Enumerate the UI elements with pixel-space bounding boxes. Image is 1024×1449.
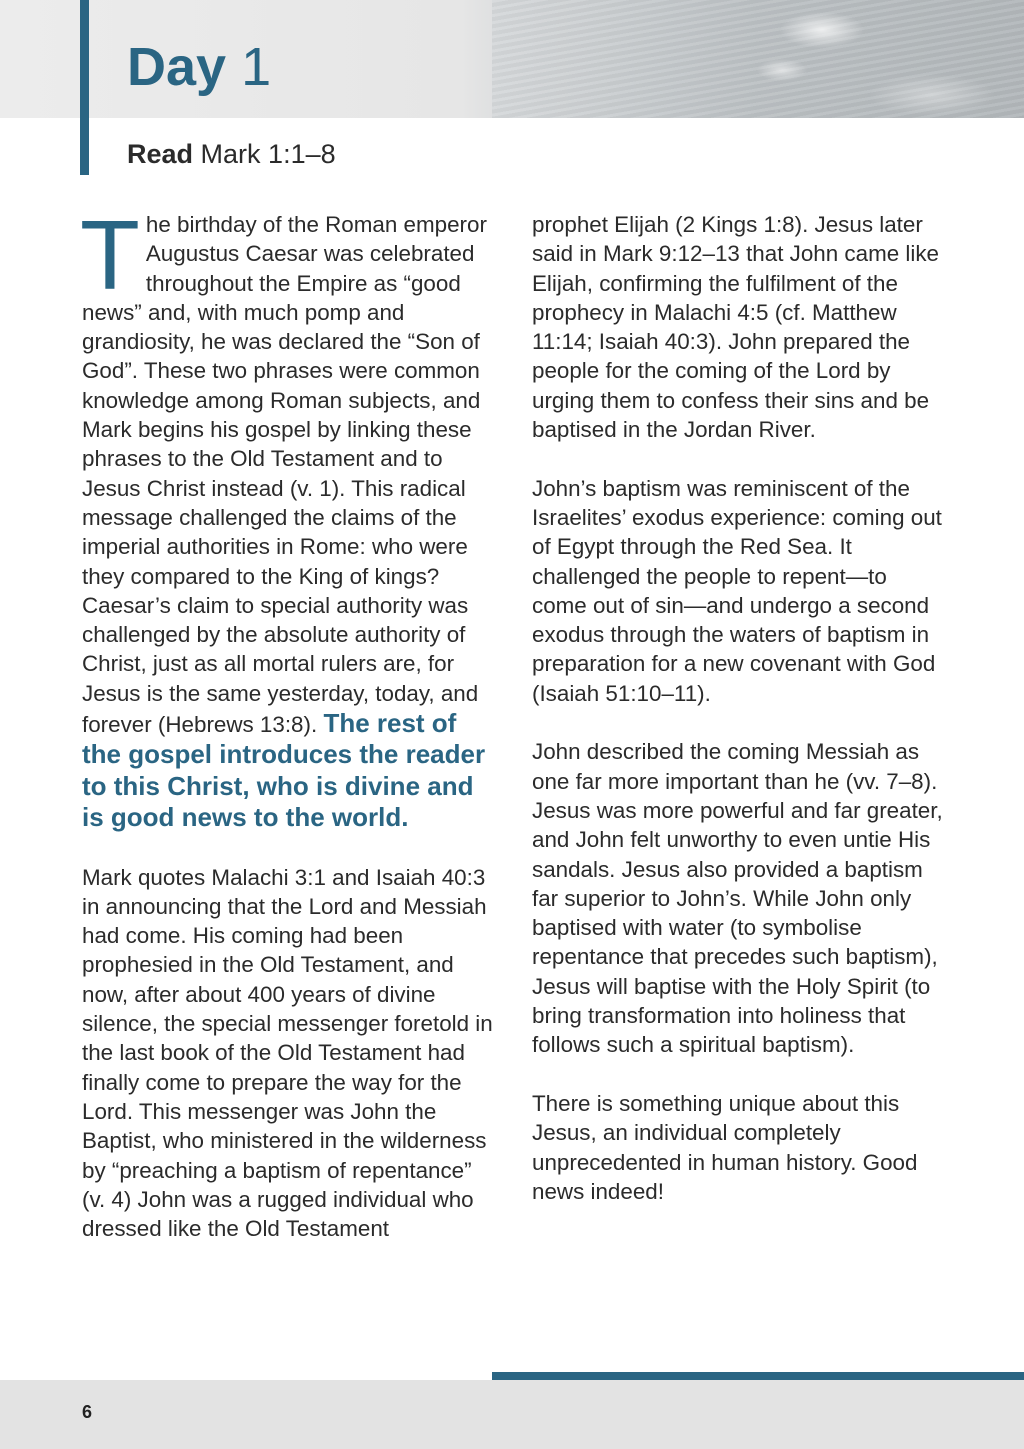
day-number: 1 xyxy=(241,37,272,97)
paragraph-messiah: John described the coming Messiah as one far more important than he (vv. 7–8). Jesus was more powerful and far greater, and John felt unworthy to even untie His sandals. Jesus also provided a baptism far superior to John’s. While John only baptised with water (to symbolise repentance that precedes such baptism), Jesus will baptise with the Holy Spirit (to bring transformation into holiness that follows such a spiritual baptism). xyxy=(532,739,943,1058)
drop-cap: T xyxy=(80,200,140,310)
intro-text: he birthday of the Roman emperor Augustus Caesar was celebrated throughout the Empire as “good news” and, with much pomp and grandiosity, he was declared the “Son of God”. These two phrases were common knowledge among Roman subjects, and Mark begins his gospel by linking these phrases to the Old Testament and to Jesus Christ instead (v. 1). This radical message challenged the claims of the imperial authorities in Rome: who were they compared to the King of kings? Caesar’s claim to special authority was challenged by the absolute authority of Christ, just as all mortal rulers are, for Jesus is the same yesterday, today, and forever (Hebrews 13:8). xyxy=(82,212,487,738)
paragraph-exodus: John’s baptism was reminiscent of the Israelites’ exodus experience: coming out of Egypt through the Red Sea. It challenged the people to repent—to come out of sin—and undergo a second exodus through the waters of baptism in preparation for a new covenant with God (Isaiah 51:10–11). xyxy=(532,475,942,706)
page-title xyxy=(127,34,271,100)
left-column xyxy=(80,200,494,1273)
highlight-text: The rest of the gospel introduces the reader to this Christ, who is divine and is good news to the world. xyxy=(82,708,486,832)
read-label: Read xyxy=(127,139,194,169)
day-word: Day xyxy=(127,37,227,97)
paragraph-malachi: Mark quotes Malachi 3:1 and Isaiah 40:3 in announcing that the Lord and Messiah had come. His coming had been prophesied in the Old Testament, and now, after about 400 years of divine silence, the special messenger foretold in the last book of the Old Testament had finally come to prepare the way for the Lord. This messenger was John the Baptist, who ministered in the wilderness by “preaching a baptism of repentance” (v. 4) John was a rugged individual who dressed like the Old Testament xyxy=(82,864,493,1242)
ocean-photo xyxy=(492,0,1024,118)
paragraph-elijah: prophet Elijah (2 Kings 1:8). Jesus later said in Mark 9:12–13 that John came like Elijah, confirming the fulfilment of the prophecy in Malachi 4:5 (cf. Matthew 11:14; Isaiah 40:3). John prepared the people for the coming of the Lord by urging them to confess their sins and be baptised in the Jordan River. xyxy=(532,212,939,443)
read-reference: Mark 1:1–8 xyxy=(200,139,336,169)
paragraph-conclusion: There is something unique about this Jesus, an individual completely unprecedented in human history. Good news indeed! xyxy=(532,1090,918,1204)
footer-rule xyxy=(492,1372,1024,1380)
paragraph-intro xyxy=(80,200,494,833)
accent-rule xyxy=(80,0,89,175)
header-spacer xyxy=(492,118,1024,178)
right-column xyxy=(532,210,944,1235)
page-number: 6 xyxy=(82,1402,93,1422)
footer-band xyxy=(0,1380,1024,1449)
reading-reference xyxy=(127,136,336,172)
